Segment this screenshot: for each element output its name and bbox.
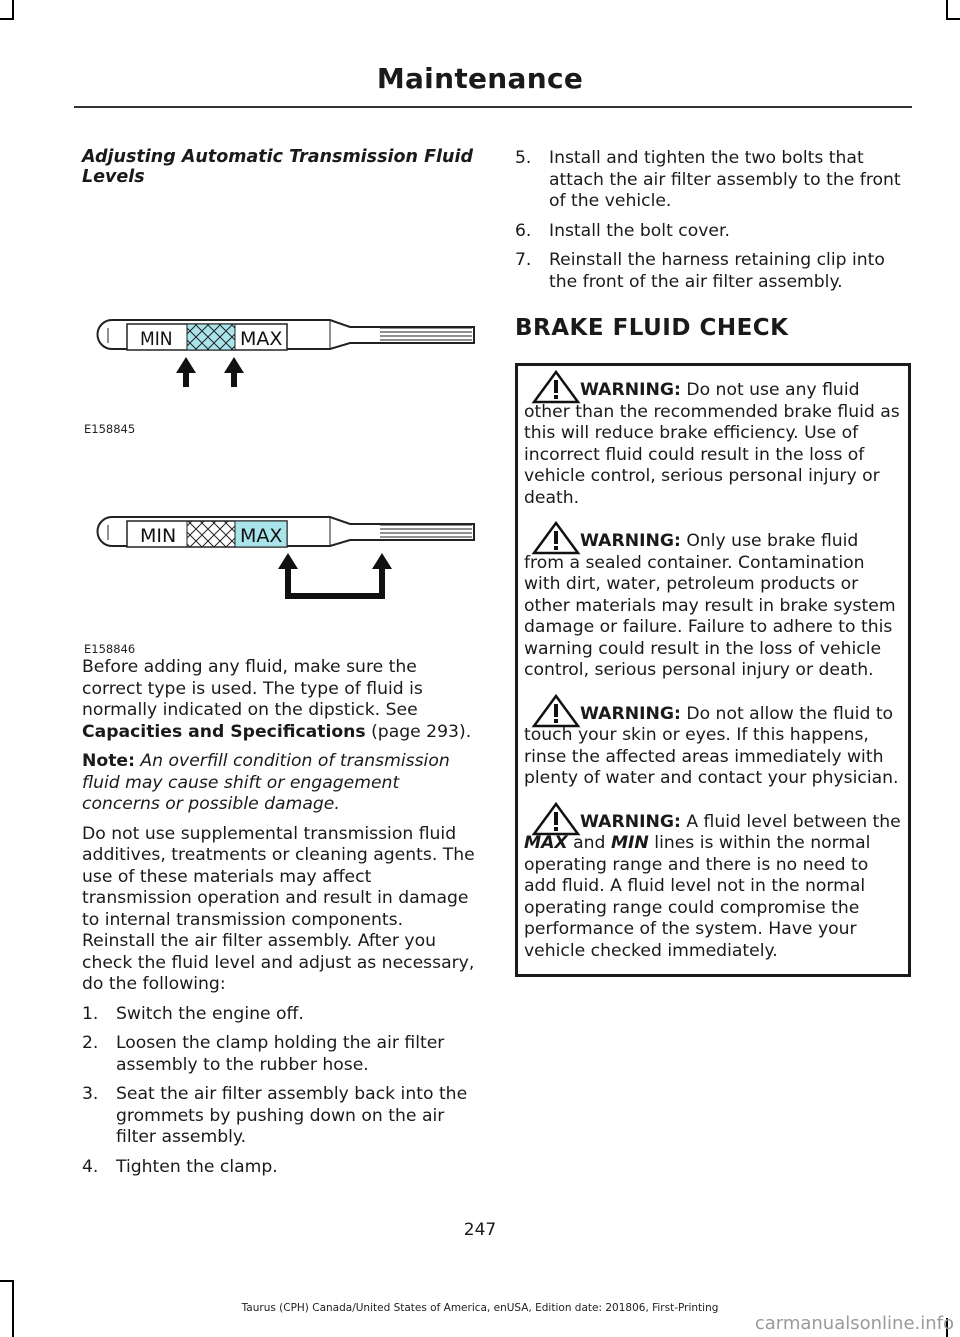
step-number: 6. (515, 220, 532, 241)
warning-triangle-icon (530, 370, 582, 404)
step-text: Reinstall the harness retaining clip into the front of the air filter assembly. (549, 250, 885, 292)
warning-text: A fluid level between the (680, 811, 901, 832)
dipstick-diagram-1 (82, 187, 477, 436)
warning-triangle-icon (530, 521, 582, 555)
crop-mark (946, 18, 960, 20)
min-term: MIN (610, 833, 649, 853)
warning-box (515, 363, 911, 977)
arrow-icon (278, 553, 392, 599)
list-item (82, 1157, 477, 1179)
list-item (82, 1004, 477, 1026)
section-title: BRAKE FLUID CHECK (515, 315, 789, 341)
warning-label: WARNING: (580, 811, 681, 832)
warning-label: WARNING: (580, 703, 681, 724)
arrow-icon (176, 357, 244, 387)
step-number: 3. (82, 1084, 99, 1104)
min-label: MIN (140, 525, 177, 547)
subheading: Adjusting Automatic Transmission Fluid Levels (82, 147, 474, 187)
steps-list (82, 1004, 477, 1179)
step-number: 1. (82, 1003, 99, 1024)
step-number: 4. (82, 1156, 99, 1177)
warning (524, 812, 902, 963)
crop-mark (0, 1280, 14, 1282)
warning-label: WARNING: (580, 531, 681, 551)
figure-id: E158845 (84, 422, 136, 436)
paragraph (82, 657, 477, 743)
note-text: An overfill condition of transmission fluid may cause shift or engagement concerns or possible damage. (82, 751, 450, 814)
dipstick-illustration (82, 403, 477, 643)
header-rule (74, 106, 912, 108)
crop-mark (0, 18, 14, 20)
list-item (515, 148, 910, 213)
warning-text: Do not use any fluid other than the recommended brake fluid as this will reduce brake efficiency. Use of incorrect fluid could result in the loss of vehicle control, serious personal injury or death. (524, 380, 900, 508)
text: (page 293). (365, 721, 472, 742)
list-item (82, 1084, 477, 1149)
max-label: MAX (240, 525, 283, 547)
warning (524, 380, 902, 509)
warning (524, 531, 902, 682)
note (82, 751, 477, 816)
left-column (82, 148, 477, 1186)
watermark: carmanualsonline.info (754, 1313, 954, 1334)
step-text: Install the bolt cover. (549, 220, 730, 241)
text: Before adding any fluid, make sure the correct type is used. The type of fluid is normally indicated on the dipstick. See (82, 657, 423, 720)
warning-label: WARNING: (580, 380, 681, 400)
paragraph: Do not use supplemental transmission fluid additives, treatments or cleaning agents. The use of these materials may affect transmission operation and result in damage to internal transmission components. Reinstall the air filter assembly. After you check the fluid level and adjust as necessary, do the following: (82, 823, 475, 994)
step-text: Tighten the clamp. (116, 1156, 278, 1177)
step-number: 7. (515, 250, 532, 270)
dipstick-illustration (82, 187, 477, 387)
list-item (515, 250, 910, 293)
right-column (515, 148, 910, 977)
page-header-title: Maintenance (376, 62, 584, 95)
step-number: 2. (82, 1033, 99, 1053)
max-label: MAX (240, 328, 283, 350)
step-text: Loosen the clamp holding the air filter assembly to the rubber hose. (116, 1033, 445, 1075)
warning-text: Only use brake fluid from a sealed container. Contamination with dirt, water, petroleum products or other materials may result in brake system damage or failure. Failure to adhere to this warning could result in the loss of vehicle control, serious personal injury or death. (524, 531, 896, 680)
footer-edition-info: Taurus (CPH) Canada/United States of America, enUSA, Edition date: 201806, First-Printing (241, 1302, 719, 1314)
crop-mark (946, 0, 948, 20)
note-label: Note: (82, 751, 135, 771)
step-text: Install and tighten the two bolts that attach the air filter assembly to the front of the vehicle. (549, 148, 901, 211)
cross-reference-link[interactable]: Capacities and Specifications (82, 721, 366, 742)
warning-triangle-icon (530, 694, 582, 728)
warning-text: Do not allow the fluid to touch your skin or eyes. If this happens, rinse the affected areas immediately with plenty of water and contact your physician. (524, 703, 899, 788)
dipstick-diagram-2 (82, 403, 477, 661)
step-number: 5. (515, 148, 532, 168)
list-item (515, 221, 910, 243)
warning-triangle-icon (530, 802, 582, 836)
page-number: 247 (463, 1220, 497, 1240)
figure-id: E158846 (84, 642, 136, 656)
crop-mark (12, 0, 14, 20)
step-text: Seat the air filter assembly back into the grommets by pushing down on the air filter assembly. (116, 1084, 468, 1147)
min-label: MIN (140, 328, 173, 350)
list-item (82, 1033, 477, 1076)
warning-text: and (567, 833, 611, 853)
warning (524, 704, 902, 790)
steps-list (515, 148, 910, 293)
max-term: MAX (524, 833, 568, 853)
step-text: Switch the engine off. (116, 1003, 304, 1024)
warning-text: lines is within the normal operating range and there is no need to add fluid. A fluid level not in the normal operating range could compromise the performance of the system. Have your vehicle checked immediately. (524, 833, 871, 961)
